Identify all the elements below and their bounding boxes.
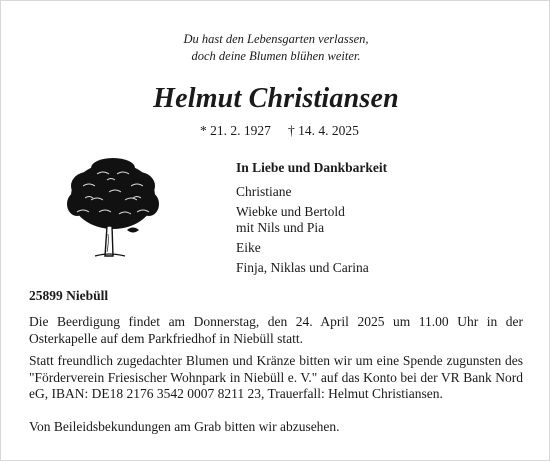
death-date: † 14. 4. 2025 bbox=[288, 123, 359, 138]
funeral-paragraph: Die Beerdigung findet am Donnerstag, den 24. April 2025 um 11.00 Uhr in der Osterkapelle auf dem Parkfriedhof in Niebüll statt. bbox=[29, 314, 523, 346]
tree-icon bbox=[63, 156, 163, 266]
family-member: Finja, Niklas und Carina bbox=[236, 260, 369, 275]
deceased-name: Helmut Christiansen bbox=[153, 83, 399, 114]
family-member: Wiebke und Bertold bbox=[236, 204, 345, 219]
birth-date: * 21. 2. 1927 bbox=[200, 123, 271, 138]
motto-line-2: doch deine Blumen blühen weiter. bbox=[191, 49, 361, 63]
family-member: mit Nils und Pia bbox=[236, 220, 325, 235]
donation-paragraph: Statt freundlich zugedachter Blumen und Kränze bitten wir um eine Spende zugunsten des "Förderverein Friesischer Wohnpark in Niebüll e. V." auf das Konto bei der VR Bank Nord eG, IBAN: DE18 2176 3542 0007 8211 23, Trauerfall: Helmut Christiansen. bbox=[29, 353, 523, 401]
family-member: Eike bbox=[236, 240, 261, 255]
condolence-paragraph: Von Beileidsbekundungen am Grab bitten wir abzusehen. bbox=[29, 419, 340, 434]
tribute-heading: In Liebe und Dankbarkeit bbox=[236, 160, 388, 175]
motto-line-1: Du hast den Lebensgarten verlassen, bbox=[183, 32, 369, 46]
family-member: Christiane bbox=[236, 184, 292, 199]
location: 25899 Niebüll bbox=[29, 288, 109, 303]
